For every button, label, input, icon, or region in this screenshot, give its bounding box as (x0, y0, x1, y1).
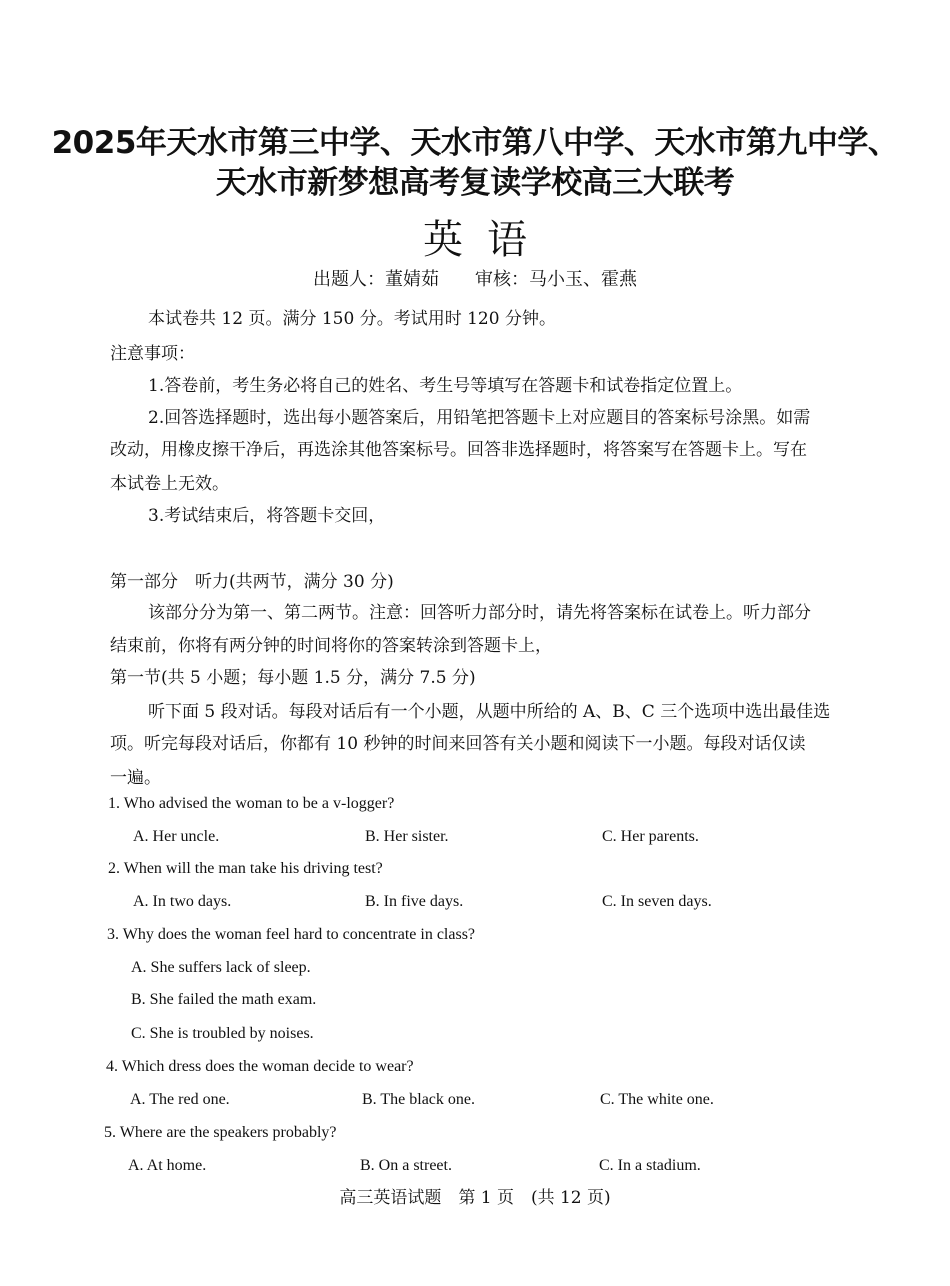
note-2-line3: 本试卷上无效。 (110, 474, 229, 494)
notes-heading: 注意事项： (110, 344, 195, 364)
page-footer: 高三英语试题 第 1 页 (共 12 页) (339, 1188, 611, 1208)
question-2-stem: 2. When will the man take his driving test? (108, 860, 383, 877)
authors-line: 出题人：董婧茹 审核：马小玉、霍燕 (313, 269, 637, 290)
question-3-option-b: B. She failed the math exam. (131, 991, 317, 1008)
exam-title-line1: 2025年天水市第三中学、天水市第八中学、天水市第九中学、 (51, 125, 899, 161)
section1-desc-line3: 一遍。 (110, 768, 161, 788)
note-1: 1.答卷前，考生务必将自己的姓名、考生号等填写在答题卡和试卷指定位置上。 (148, 376, 743, 396)
question-4-option-c: C. The white one. (600, 1091, 714, 1108)
part1-heading: 第一部分 听力(共两节，满分 30 分) (110, 572, 394, 592)
question-2-option-a: A. In two days. (133, 893, 232, 910)
question-3-option-a: A. She suffers lack of sleep. (131, 959, 311, 976)
note-2-line2: 改动，用橡皮擦干净后，再选涂其他答案标号。回答非选择题时，将答案写在答题卡上。写在 (110, 440, 807, 460)
question-1-option-b: B. Her sister. (365, 828, 449, 845)
note-3: 3.考试结束后，将答题卡交回， (148, 506, 386, 526)
part1-desc-line1: 该部分分为第一、第二两节。注意：回答听力部分时，请先将答案标在试卷上。听力部分 (148, 603, 811, 623)
question-3-stem: 3. Why does the woman feel hard to concentrate in class? (107, 926, 476, 943)
section1-desc-line1: 听下面 5 段对话。每段对话后有一个小题，从题中所给的 A、B、C 三个选项中选出最佳选 (148, 702, 831, 722)
question-2-option-c: C. In seven days. (602, 893, 712, 910)
question-2-option-b: B. In five days. (365, 893, 464, 910)
question-1-stem: 1. Who advised the woman to be a v-logger? (108, 795, 395, 812)
question-5-option-a: A. At home. (128, 1157, 207, 1174)
question-3-option-c: C. She is troubled by noises. (131, 1025, 314, 1042)
section1-heading: 第一节(共 5 小题；每小题 1.5 分，满分 7.5 分) (110, 668, 476, 688)
part1-desc-line2: 结束前，你将有两分钟的时间将你的答案转涂到答题卡上， (110, 636, 552, 656)
subject-title: 英语 (423, 217, 551, 263)
exam-title-line2: 天水市新梦想高考复读学校高三大联考 (215, 165, 735, 201)
question-5-option-b: B. On a street. (360, 1157, 452, 1174)
question-4-stem: 4. Which dress does the woman decide to wear? (106, 1058, 414, 1075)
exam-summary: 本试卷共 12 页。满分 150 分。考试用时 120 分钟。 (148, 309, 556, 329)
question-5-stem: 5. Where are the speakers probably? (104, 1124, 337, 1141)
question-4-option-b: B. The black one. (362, 1091, 476, 1108)
section1-desc-line2: 项。听完每段对话后，你都有 10 秒钟的时间来回答有关小题和阅读下一小题。每段对话仅读 (110, 734, 806, 754)
question-5-option-c: C. In a stadium. (599, 1157, 701, 1174)
question-1-option-c: C. Her parents. (602, 828, 699, 845)
question-4-option-a: A. The red one. (130, 1091, 230, 1108)
question-1-option-a: A. Her uncle. (133, 828, 220, 845)
note-2-line1: 2.回答选择题时，选出每小题答案后，用铅笔把答题卡上对应题目的答案标号涂黑。如需 (148, 408, 811, 428)
